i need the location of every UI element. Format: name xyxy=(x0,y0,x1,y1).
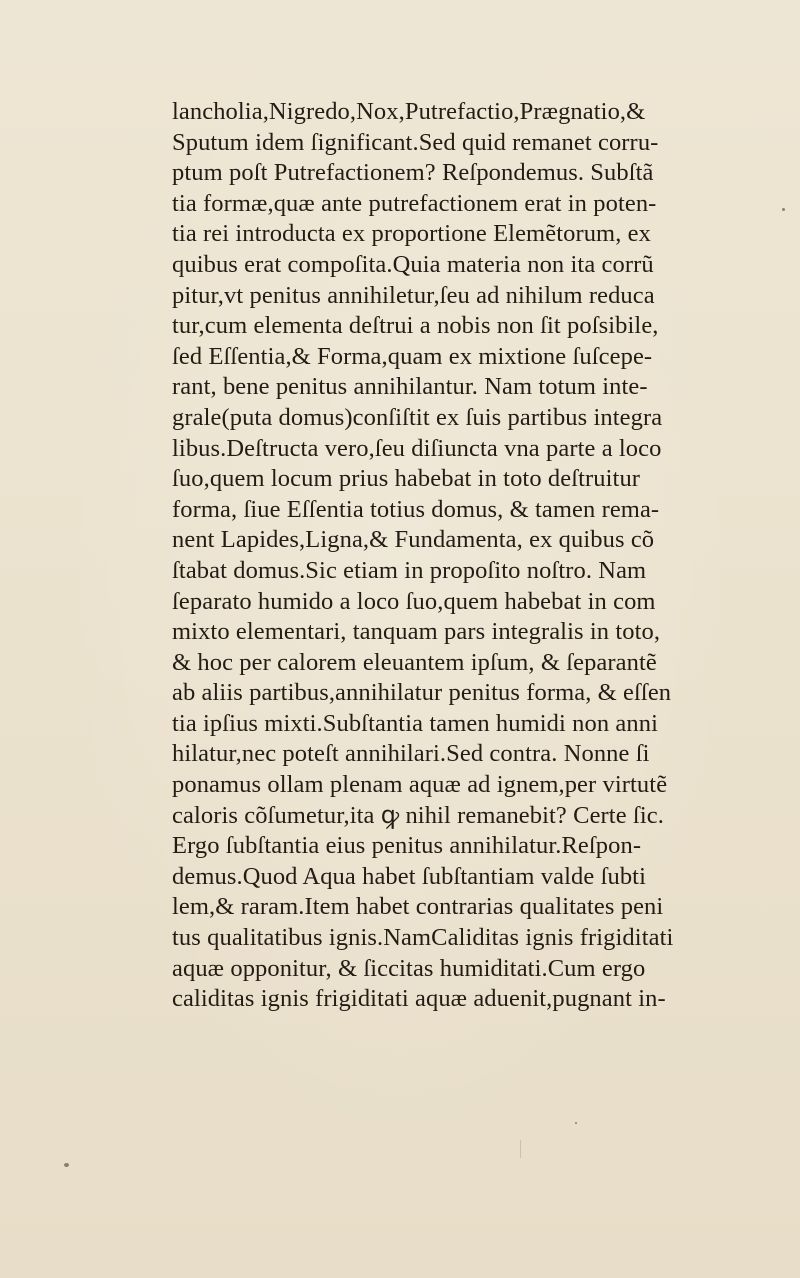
text-line-9: ſed Eſſentia,& Forma,quam ex mixtione ſuſcepe- xyxy=(172,342,653,370)
text-line-1: lancholia,Nigredo,Nox,Putrefactio,Prægnatio,& xyxy=(172,98,646,125)
text-line-24: caloris cõſumetur,ita ꝙ nihil remanebit? Certe ſic. xyxy=(172,801,664,829)
text-line-3: ptum poſt Putrefactionem? Reſpondemus. Subſtã xyxy=(172,159,654,187)
text-line-10: rant, bene penitus annihilantur. Nam totum inte- xyxy=(172,373,648,401)
text-line-6: quibus erat compoſita.Quia materia non ita corrũ xyxy=(172,250,654,278)
text-line-16: ſtabat domus.Sic etiam in propoſito noſtro. Nam xyxy=(172,556,647,584)
text-line-30: caliditas ignis frigiditati aquæ aduenit,pugnant in- xyxy=(172,985,666,1013)
text-line-8: tur,cum elementa deſtrui a nobis non ſit poſsibile, xyxy=(172,312,659,340)
text-line-20: ab aliis partibus,annihilatur penitus forma, & eſſen xyxy=(172,679,672,707)
text-line-15: nent Lapides,Ligna,& Fundamenta, ex quibus cõ xyxy=(172,526,655,554)
text-line-13: ſuo,quem locum prius habebat in toto deſtruitur xyxy=(172,465,641,493)
text-line-11: grale(puta domus)conſiſtit ex ſuis partibus integra xyxy=(172,403,663,431)
text-line-12: libus.Deſtructa vero,ſeu diſiuncta vna parte a loco xyxy=(172,434,662,462)
text-line-5: tia rei introducta ex proportione Elemẽtorum, ex xyxy=(172,220,651,248)
text-line-14: forma, ſiue Eſſentia totius domus, & tamen rema- xyxy=(172,495,660,523)
ink-speck xyxy=(782,208,785,211)
text-line-17: ſeparato humido a loco ſuo,quem habebat in com xyxy=(172,587,656,615)
text-line-2: Sputum idem ſignificant.Sed quid remanet corru- xyxy=(172,128,659,156)
text-line-7: pitur,vt penitus annihiletur,ſeu ad nihilum reduca xyxy=(172,281,655,309)
text-line-21: tia ipſius mixti.Subſtantia tamen humidi non anni xyxy=(172,709,659,737)
paper-crease-mark xyxy=(520,1140,521,1158)
text-line-29: aquæ opponitur, & ſiccitas humiditati.Cum ergo xyxy=(172,954,646,982)
text-line-22: hilatur,nec poteſt annihilari.Sed contra. Nonne ſi xyxy=(172,740,650,768)
ink-speck xyxy=(575,1122,577,1124)
text-line-25: Ergo ſubſtantia eius penitus annihilatur.Reſpon- xyxy=(172,832,642,860)
text-line-26: demus.Quod Aqua habet ſubſtantiam valde ſubti xyxy=(172,862,646,890)
text-line-27: lem,& raram.Item habet contrarias qualitates peni xyxy=(172,893,664,921)
text-line-23: ponamus ollam plenam aquæ ad ignem,per virtutẽ xyxy=(172,771,668,799)
ink-speck xyxy=(64,1163,69,1167)
text-line-4: tia formæ,quæ ante putrefactionem erat in poten- xyxy=(172,189,657,217)
text-line-28: tus qualitatibus ignis.NamCaliditas ignis frigiditati xyxy=(172,924,674,952)
main-text-block xyxy=(172,97,772,1015)
text-line-18: mixto elementari, tanquam pars integralis in toto, xyxy=(172,618,661,646)
text-line-19: & hoc per calorem eleuantem ipſum, & ſeparantẽ xyxy=(172,648,657,676)
